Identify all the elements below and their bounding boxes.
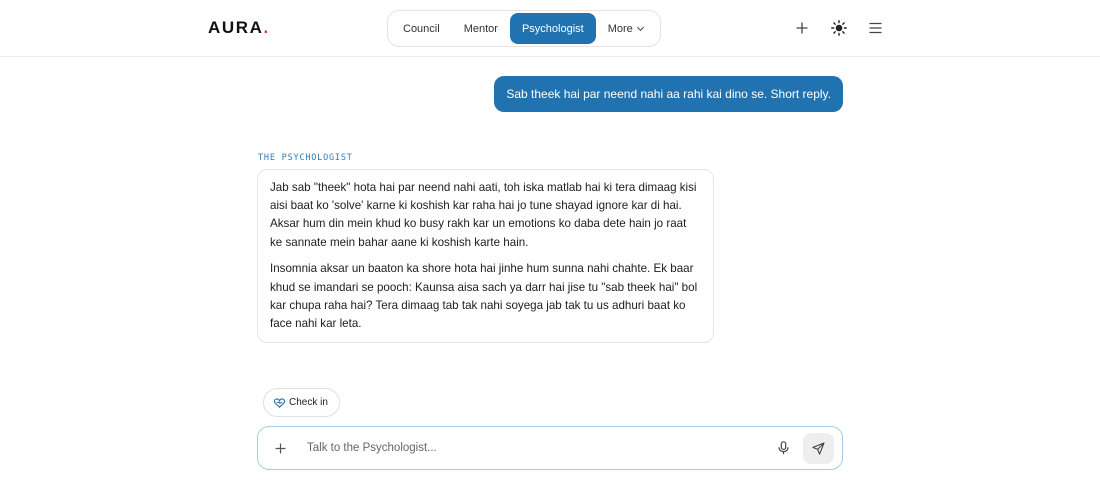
plus-icon: [796, 22, 808, 34]
menu-button[interactable]: [864, 17, 886, 39]
user-message-bubble: [494, 76, 843, 112]
tab-psychologist[interactable]: [510, 13, 596, 44]
mode-switcher: [387, 10, 661, 47]
user-message-text: Sab theek hai par neend nahi aa rahi kai dino se. Short reply.: [506, 87, 831, 101]
agent-name-label: THE PSYCHOLOGIST: [258, 153, 353, 163]
chevron-down-icon: [637, 23, 644, 30]
send-icon: [812, 442, 825, 455]
agent-message-paragraph: Jab sab "theek" hota hai par neend nahi aati, toh iska matlab hai ki tera dimaag kisi aisi baat ko 'solve' karne ki koshish kar raha hai jo tune shayad ignore kar di hai. Aksar hum din mein khud ko busy rakh kar un emotions ko daba dete hain jo raat ke sannate mein bahar aane ki koshish karte hain.: [270, 181, 697, 249]
mic-icon: [778, 441, 789, 455]
menu-icon: [869, 22, 882, 34]
sun-icon: [831, 20, 847, 36]
app-logo[interactable]: [208, 18, 270, 38]
tab-psychologist-label: Psychologist: [521, 22, 584, 35]
tab-council[interactable]: [391, 13, 452, 44]
voice-input-button[interactable]: [769, 434, 797, 462]
check-in-button[interactable]: [263, 388, 340, 417]
theme-toggle-button[interactable]: [828, 17, 850, 39]
message-input[interactable]: [302, 428, 769, 468]
agent-message-paragraph: Insomnia aksar un baaton ka shore hota hai jinhe hum sunna nahi chahte. Ek baar khud se imandari se pooch: Kaunsa aisa sach ya darr hai jise tu "sab theek hai" bol kar chupa raha hai? Tera dimaag tab tak nahi soyega jab tak tu us adhuri baat ko face nahi kar leta.: [270, 262, 698, 330]
plus-icon: [275, 443, 286, 454]
agent-message-card: [257, 169, 714, 343]
tab-mentor[interactable]: [452, 13, 510, 44]
new-chat-button[interactable]: [791, 17, 813, 39]
tab-more[interactable]: [596, 13, 655, 44]
send-button[interactable]: [803, 433, 834, 464]
logo-text: AURA: [208, 18, 264, 37]
top-header: [0, 0, 1100, 57]
tab-council-label: Council: [403, 22, 440, 35]
check-in-label: Check in: [289, 397, 328, 408]
logo-dot: .: [263, 18, 270, 37]
tab-more-label: More: [607, 22, 633, 35]
heart-icon: [274, 398, 285, 408]
attach-button[interactable]: [258, 426, 302, 470]
tab-mentor-label: Mentor: [463, 22, 498, 35]
message-composer: [257, 426, 843, 470]
